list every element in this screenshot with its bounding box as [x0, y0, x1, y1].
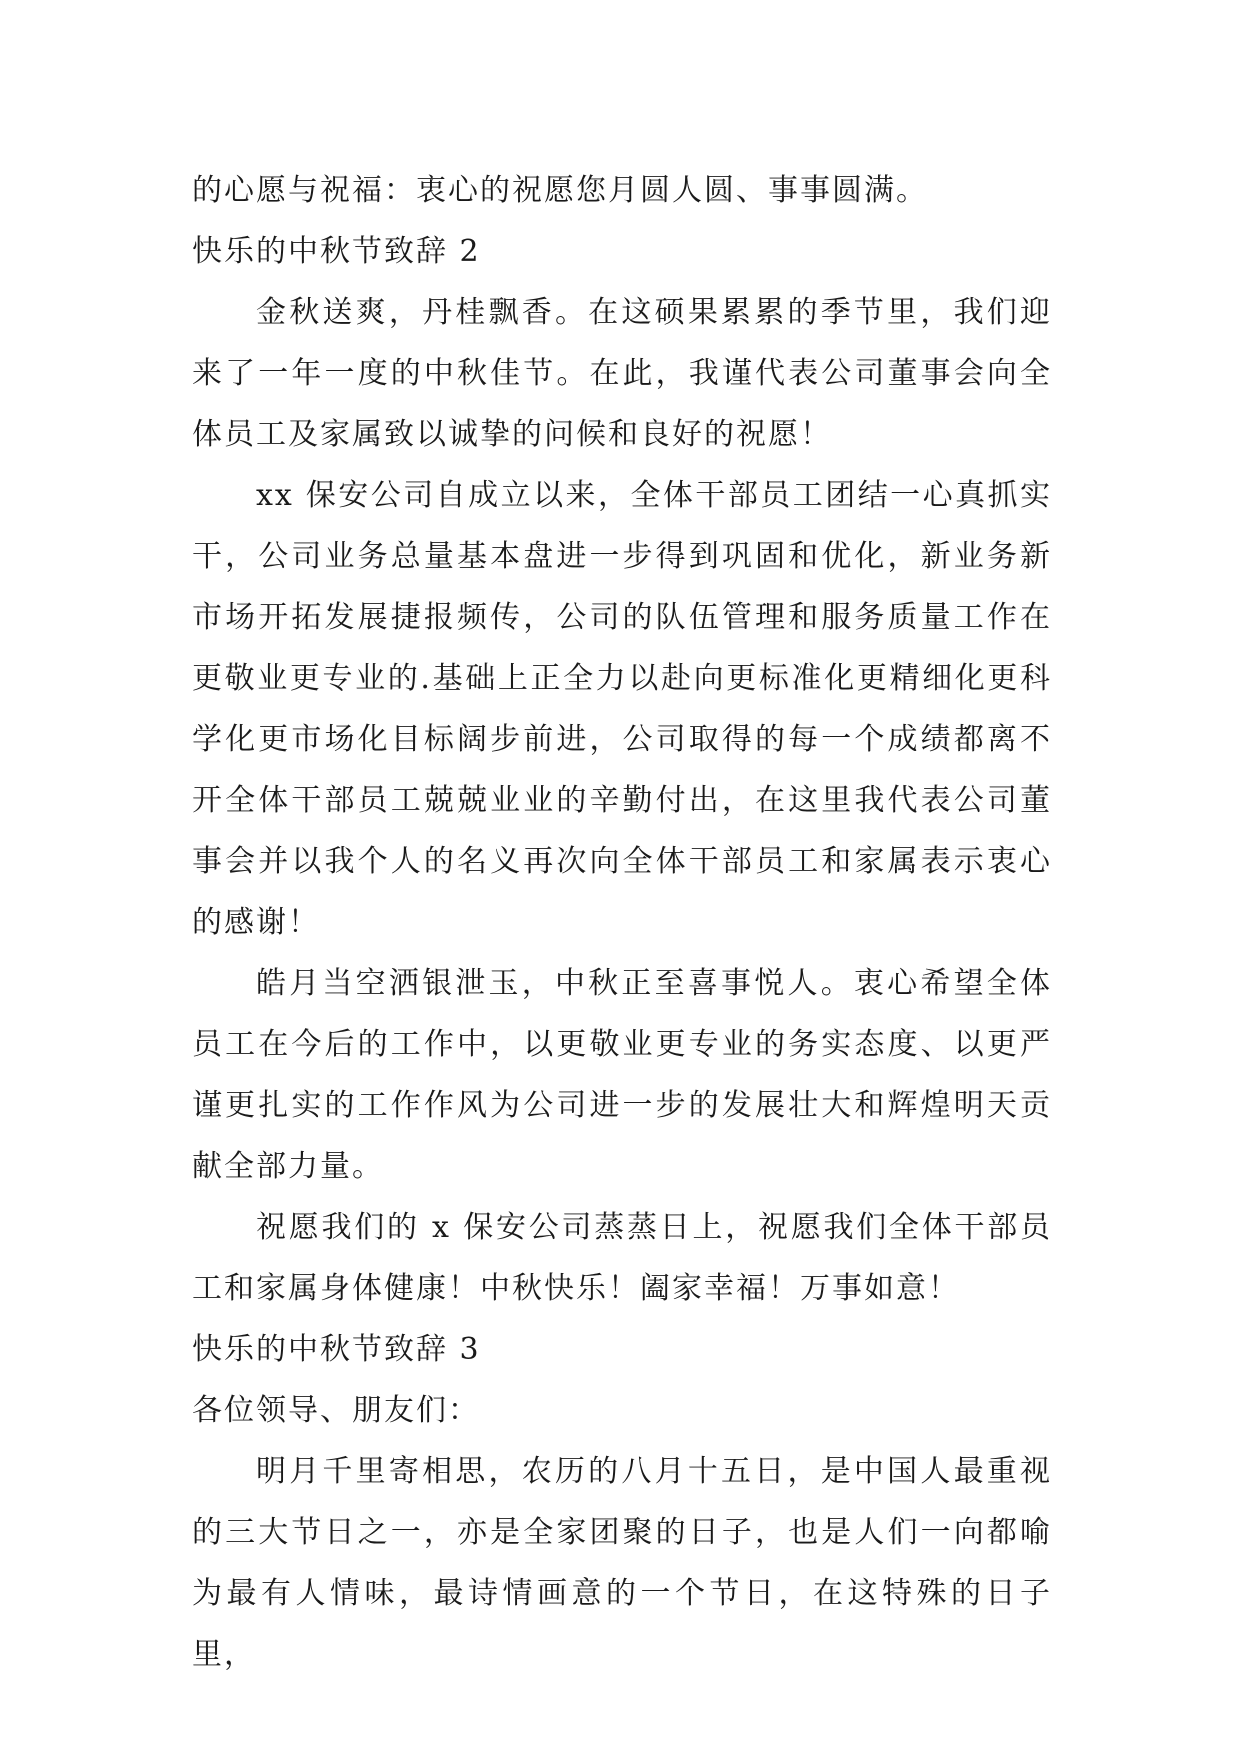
section-heading-2: 快乐的中秋节致辞 2: [192, 234, 481, 269]
section-heading-3: 快乐的中秋节致辞 3: [192, 1332, 481, 1367]
paragraph-autumn-greeting: 金秋送爽，丹桂飘香。在这硕果累累的季节里，我们迎来了一年一度的中秋佳节。在此，我谨代表公司董事会向全体员工及家属致以诚挚的问候和良好的祝愿！: [192, 295, 1052, 452]
paragraph-mid-autumn-intro: 明月千里寄相思，农历的八月十五日，是中国人最重视的三大节日之一，亦是全家团聚的日子，也是人们一向都喻为最有人情味，最诗情画意的一个节日，在这特殊的日子里，: [192, 1454, 1052, 1672]
paragraph-salutation: 各位领导、朋友们：: [192, 1393, 480, 1428]
paragraph-company-achievements: xx 保安公司自成立以来，全体干部员工团结一心真抓实干，公司业务总量基本盘进一步得到巩固和优化，新业务新市场开拓发展捷报频传，公司的队伍管理和服务质量工作在更敬业更专业的.基础上正全力以赴向更标准化更精细化更科学化更市场化目标阔步前进，公司取得的每一个成绩都离不开全体干部员工兢兢业业的辛勤付出，在这里我代表公司董事会并以我个人的名义再次向全体干部员工和家属表示衷心的感谢！: [192, 478, 1052, 940]
paragraph-closing-greeting: 的心愿与祝福：衷心的祝愿您月圆人圆、事事圆满。: [192, 173, 928, 208]
paragraph-blessings: 祝愿我们的 x 保安公司蒸蒸日上，祝愿我们全体干部员工和家属身体健康！中秋快乐！阖家幸福！万事如意！: [192, 1210, 1052, 1306]
paragraph-moon-wishes: 皓月当空洒银泄玉，中秋正至喜事悦人。衷心希望全体员工在今后的工作中，以更敬业更专业的务实态度、以更严谨更扎实的工作作风为公司进一步的发展壮大和辉煌明天贡献全部力量。: [192, 966, 1052, 1184]
document-body: [192, 160, 1052, 1685]
